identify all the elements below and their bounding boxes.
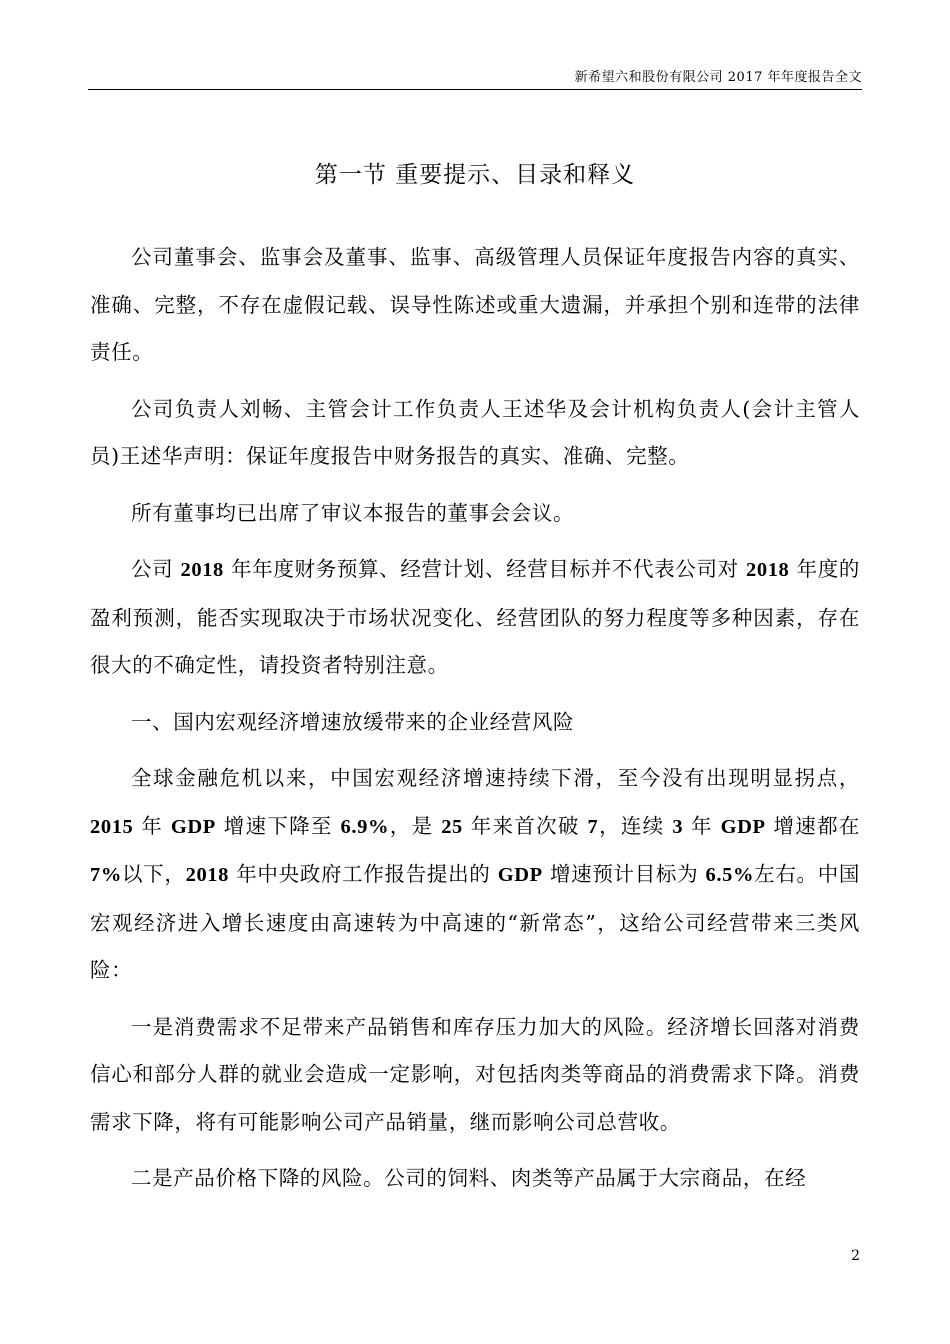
number-run: GDP <box>497 864 543 886</box>
text-run: 以下， <box>121 862 186 886</box>
text-run: ，连续 <box>598 813 673 838</box>
running-header: 新希望六和股份有限公司 2017 年年度报告全文 <box>574 70 862 85</box>
number-run: 6.9% <box>340 815 390 838</box>
text-run: 年 <box>133 813 171 838</box>
paragraph-forecast-disclaimer <box>90 546 860 690</box>
number-run: 2018 <box>185 864 230 886</box>
number-run: 7 <box>587 815 599 838</box>
paragraph-gdp-slowdown <box>90 755 860 995</box>
header-divider <box>88 89 862 90</box>
number-run: 6.5% <box>705 864 755 886</box>
number-run: 2015 <box>90 815 134 838</box>
paragraph-responsibility-statement: 公司董事会、监事会及董事、监事、高级管理人员保证年度报告内容的真实、准确、完整，不存在虚假记载、误导性陈述或重大遗漏，并承担个别和连带的法律责任。 <box>90 245 860 364</box>
text-run: 年年度财务预算、经营计划、经营目标并不代表公司对 <box>223 557 746 581</box>
text-run: 增速下降至 <box>215 813 341 838</box>
text-run: 年来首次破 <box>462 813 588 838</box>
paragraph-risk-price: 二是产品价格下降的风险。公司的饲料、肉类等产品属于大宗商品，在经 <box>131 1166 807 1190</box>
number-run: GDP <box>170 815 216 838</box>
text-run: 增速都在 <box>765 813 860 838</box>
text-run: 左右。中国宏观经济进入增长速度由高速转为中高速的“新常态”，这给公司经营带来三类风险： <box>90 862 860 982</box>
section-title: 第一节 重要提示、目录和释义 <box>314 162 636 188</box>
paragraph-board-attendance: 所有董事均已出席了审议本报告的董事会会议。 <box>131 500 575 525</box>
text-run: 公司 <box>131 557 181 581</box>
text-run: 全球金融危机以来，中国宏观经济增速持续下滑，至今没有出现明显拐点， <box>131 766 860 790</box>
text-run: 年中央政府工作报告提出的 <box>229 862 498 886</box>
number-run: 2018 <box>180 559 224 581</box>
document-body <box>90 234 860 1212</box>
number-run: GDP <box>720 815 766 838</box>
number-run: 7% <box>90 864 122 886</box>
text-run: ，是 <box>389 813 442 838</box>
number-run: 25 <box>441 815 463 838</box>
number-run: 2018 <box>746 559 790 581</box>
text-run: 增速预计目标为 <box>542 862 706 886</box>
page-number: 2 <box>851 1248 860 1264</box>
text-run: 年 <box>683 813 721 838</box>
number-run: 3 <box>672 815 684 838</box>
risk-heading-macro-economy: 一、国内宏观经济增速放缓带来的企业经营风险 <box>131 709 575 734</box>
paragraph-risk-demand: 一是消费需求不足带来产品销售和库存压力加大的风险。经济增长回落对消费信心和部分人群的就业会造成一定影响，对包括肉类等商品的消费需求下降。消费需求下降，将有可能影响公司产品销量，继而影响公司总营收。 <box>90 1014 860 1134</box>
paragraph-officers-declaration: 公司负责人刘畅、主管会计工作负责人王述华及会计机构负责人(会计主管人员)王述华声明：保证年度报告中财务报告的真实、准确、完整。 <box>90 396 860 468</box>
text-run: 年度的盈利预测，能否实现取决于市场状况变化、经营团队的努力程度等多种因素，存在很大的不确定性，请投资者特别注意。 <box>90 557 860 677</box>
